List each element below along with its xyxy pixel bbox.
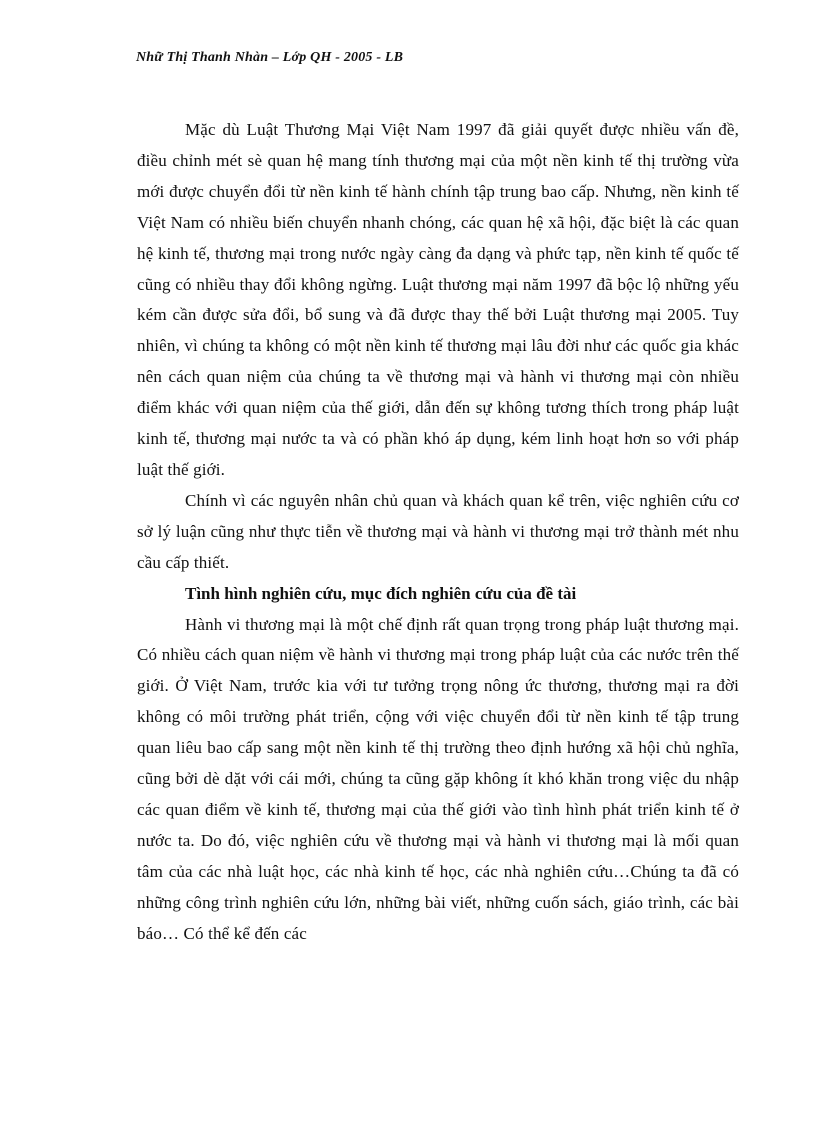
document-body xyxy=(137,115,739,949)
paragraph-2: Chính vì các nguyên nhân chủ quan và khách quan kể trên, việc nghiên cứu cơ sở lý luận cũng như thực tiễn về thương mại và hành vi thương mại trở thành mét nhu cầu cấp thiết. xyxy=(137,490,739,572)
paragraph-3: Hành vi thương mại là một chế định rất quan trọng trong pháp luật thương mại. Có nhiều cách quan niệm về hành vi thương mại trong pháp luật của các nước trên thế giới. Ở Việt Nam, trước kia với tư tưởng trọng nông ức thương, thương mại ra đời không có môi trường phát triển, cộng với việc chuyển đổi từ nền kinh tế tập trung quan liêu bao cấp sang một nền kinh tế thị trường theo định hướng xã hội chủ nghĩa, cũng bởi dè dặt với cái mới, chúng ta cũng gặp không ít khó khăn trong việc du nhập các quan điểm về kinh tế, thương mại của thế giới vào tình hình phát triển kinh tế ở nước ta. Do đó, việc nghiên cứu về thương mại và hành vi thương mại là mối quan tâm của các nhà luật học, các nhà kinh tế học, các nhà nghiên cứu…Chúng ta đã có những công trình nghiên cứu lớn, những bài viết, những cuốn sách, giáo trình, các bài báo… Có thể kể đến các xyxy=(137,614,739,943)
page-header: Nhữ Thị Thanh Nhàn – Lớp QH - 2005 - LB xyxy=(136,50,404,65)
paragraph-1: Mặc dù Luật Thương Mại Việt Nam 1997 đã giải quyết được nhiều vấn đề, điều chỉnh mét sè quan hệ mang tính thương mại của một nền kinh tế thị trường vừa mới được chuyển đổi từ nền kinh tế hành chính tập trung bao cấp. Nhưng, nền kinh tế Việt Nam có nhiều biến chuyển nhanh chóng, các quan hệ xã hội, đặc biệt là các quan hệ kinh tế, thương mại trong nước ngày càng đa dạng và phức tạp, nền kinh tế quốc tế cũng có nhiều thay đổi không ngừng. Luật thương mại năm 1997 đã bộc lộ những yếu kém cần được sửa đổi, bổ sung và đã được thay thế bởi Luật thương mại 2005. Tuy nhiên, vì chúng ta không có một nền kinh tế thương mại lâu đời như các quốc gia khác nên cách quan niệm của chúng ta về thương mại và hành vi thương mại còn nhiều điểm khác với quan niệm của thế giới, dẫn đến sự không tương thích trong pháp luật kinh tế, thương mại nước ta và có phần khó áp dụng, kém linh hoạt hơn so với pháp luật thế giới. xyxy=(137,120,739,479)
section-heading: Tình hình nghiên cứu, mục đích nghiên cứu của đề tài xyxy=(185,583,577,603)
